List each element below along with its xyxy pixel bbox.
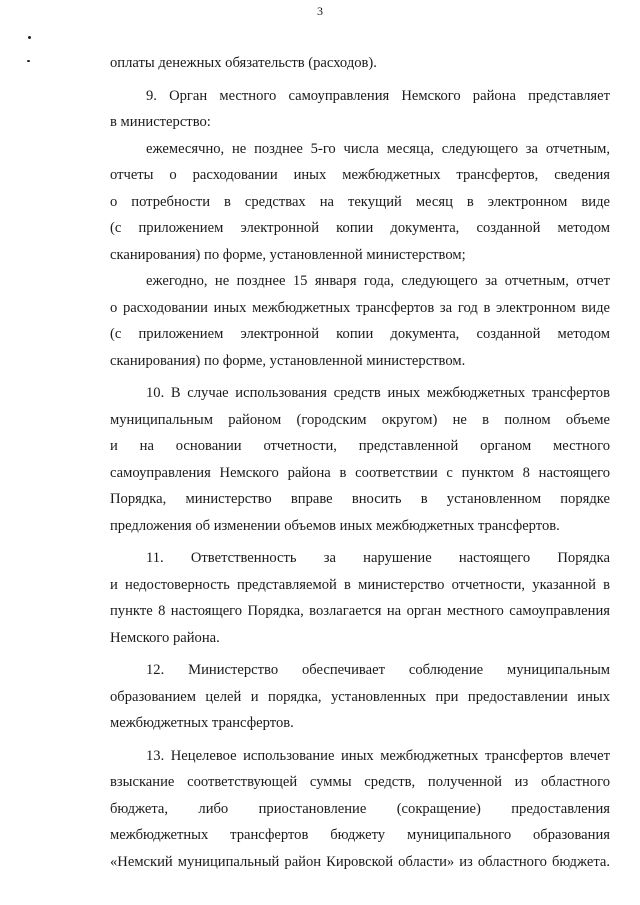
text-line: 10. В случае использования средств иных межбюджетных трансфертов xyxy=(146,385,610,401)
scan-speck xyxy=(28,36,31,39)
text-line: сканирования) по форме, установленной министерством; xyxy=(110,246,466,263)
text-line: о расходовании иных межбюджетных трансфертов за год в электронном виде xyxy=(110,299,610,316)
text-line: муниципальным районом (городским округом) не в полном объеме xyxy=(110,411,610,428)
page-number: 3 xyxy=(317,4,323,18)
text-line: сканирования) по форме, установленной министерством. xyxy=(110,352,466,369)
text-line: Немского района. xyxy=(110,629,220,646)
text-line: взыскание соответствующей суммы средств, полученной из областного xyxy=(110,774,610,790)
text-line: 9. Орган местного самоуправления Немского района представляет xyxy=(146,87,610,104)
text-line: оплаты денежных обязательств (расходов). xyxy=(110,55,377,71)
text-line: Порядка, министерство вправе вносить в установленном порядке xyxy=(110,491,610,507)
text-line: 12. Министерство обеспечивает соблюдение муниципальным xyxy=(146,662,610,678)
text-line: и недостоверность представляемой в министерство отчетности, указанной в xyxy=(110,576,610,593)
scan-speck xyxy=(27,60,30,62)
text-line: самоуправления Немского района в соответствии с пунктом 8 настоящего xyxy=(110,464,610,481)
text-line: межбюджетных трансфертов. xyxy=(110,715,294,731)
text-line: предложения об изменении объемов иных межбюджетных трансфертов. xyxy=(110,517,560,534)
text-line: и на основании отчетности, представленной органом местного xyxy=(110,438,610,454)
text-line: (с приложением электронной копии документа, созданной методом xyxy=(110,326,610,342)
document-body xyxy=(110,50,610,875)
text-line: о потребности в средствах на текущий месяц в электронном виде xyxy=(110,193,610,210)
text-line: 11. Ответственность за нарушение настоящего Порядка xyxy=(146,550,610,566)
text-line: в министерство: xyxy=(110,114,211,130)
text-line: ежегодно, не позднее 15 января года, следующего за отчетным, отчет xyxy=(146,273,610,289)
text-line: ежемесячно, не позднее 5-го числа месяца, следующего за отчетным, xyxy=(146,140,610,157)
text-line: (с приложением электронной копии документа, созданной методом xyxy=(110,220,610,236)
text-line: образованием целей и порядка, установленных при предоставлении иных xyxy=(110,688,610,705)
text-line: 13. Нецелевое использование иных межбюджетных трансфертов влечет xyxy=(146,747,610,764)
text-line: пункте 8 настоящего Порядка, возлагается на орган местного самоуправления xyxy=(110,603,610,619)
text-line: «Немский муниципальный район Кировской области» из областного бюджета. xyxy=(110,853,610,870)
text-line: межбюджетных трансфертов бюджету муниципального образования xyxy=(110,827,610,843)
text-line: отчеты о расходовании иных межбюджетных трансфертов, сведения xyxy=(110,167,610,183)
text-line: бюджета, либо приостановление (сокращение) предоставления xyxy=(110,800,610,817)
